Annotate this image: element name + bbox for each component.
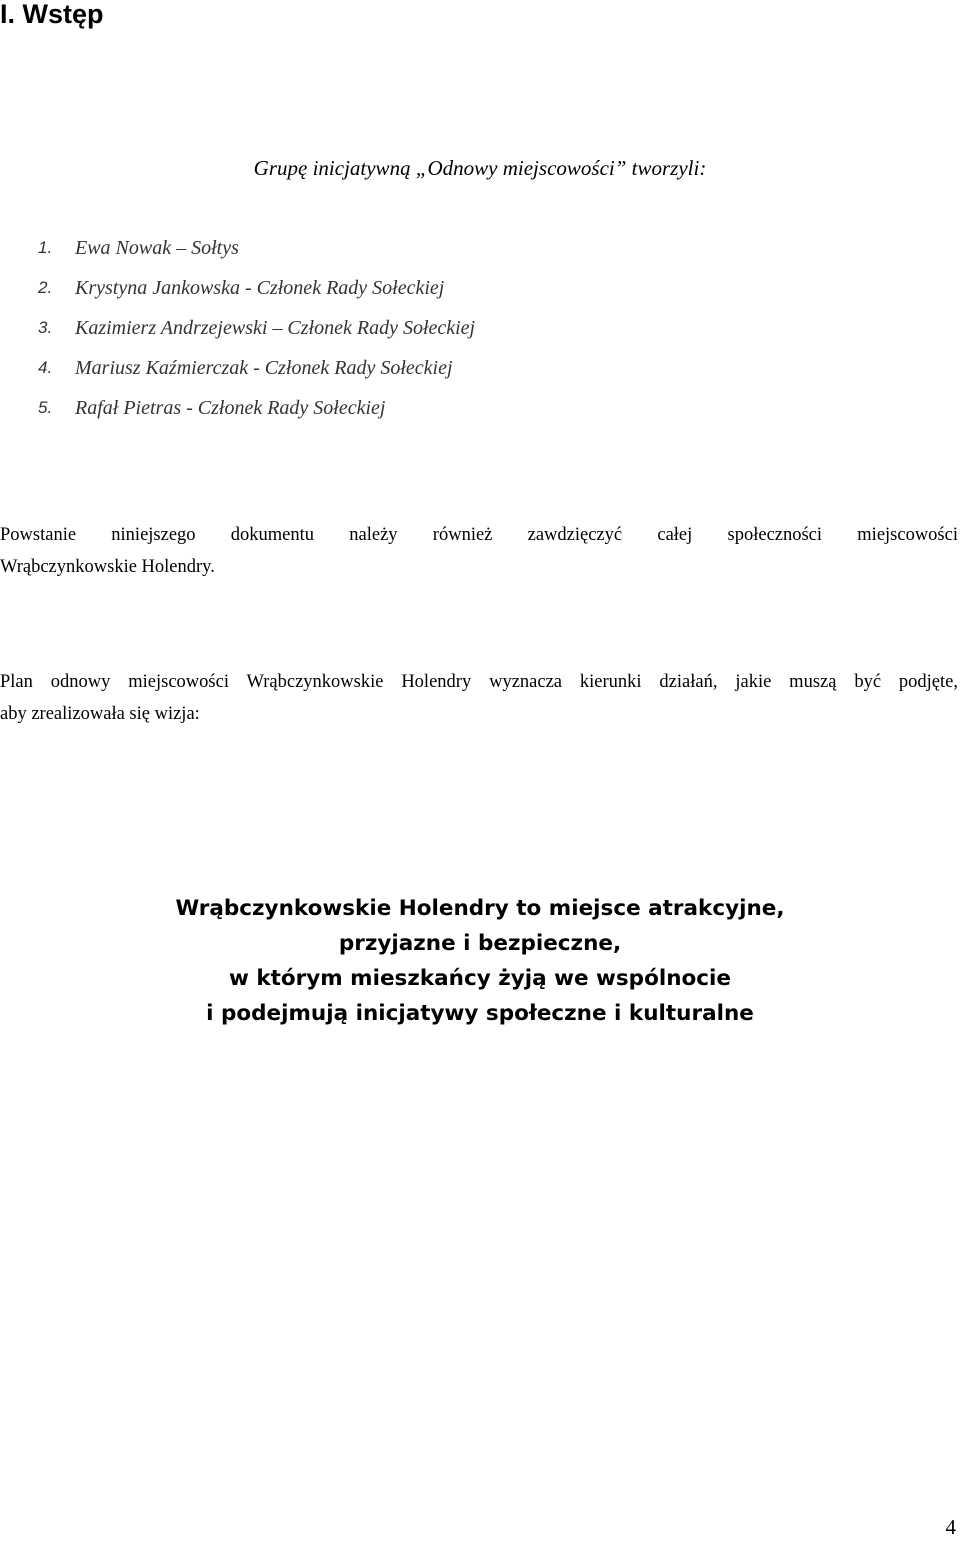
group-title: Grupę inicjatywną „Odnowy miejscowości” tworzyli: [253, 156, 707, 180]
list-item-text: Ewa Nowak – Sołtys [75, 237, 239, 259]
page-number: 4 [945, 1515, 956, 1539]
section-heading: I. Wstęp [0, 0, 104, 29]
members-list [38, 234, 475, 434]
vision-line: w którym mieszkańcy żyją we wspólnocie [228, 966, 731, 991]
vision-statement [0, 891, 960, 1031]
vision-line: Wrąbczynkowskie Holendry to miejsce atrakcyjne, [175, 896, 785, 921]
list-item-number: 3. [38, 318, 53, 337]
list-item-number: 5. [38, 398, 53, 417]
vision-line: i podejmują inicjatywy społeczne i kulturalne [206, 1001, 754, 1026]
list-item [38, 314, 475, 354]
list-item-text: Krystyna Jankowska - Członek Rady Sołeckiej [75, 277, 445, 299]
list-item [38, 234, 475, 274]
list-item [38, 354, 475, 394]
acknowledgement-paragraph [0, 519, 958, 583]
list-item-text: Kazimierz Andrzejewski – Członek Rady Sołeckiej [75, 317, 476, 339]
vision-line: przyjazne i bezpieczne, [338, 931, 622, 956]
list-item-number: 4. [38, 358, 53, 377]
paragraph-line: Wrąbczynkowskie Holendry. [0, 557, 215, 577]
list-item-text: Mariusz Kaźmierczak - Członek Rady Sołeckiej [75, 357, 453, 379]
paragraph-line: Powstanie niniejszego dokumentu należy również zawdzięczyć całej społeczności miejscowości [0, 525, 958, 545]
paragraph-line: Plan odnowy miejscowości Wrąbczynkowskie Holendry wyznacza kierunki działań, jakie muszą być podjęte, [0, 672, 958, 692]
list-item [38, 394, 475, 434]
plan-paragraph [0, 666, 958, 730]
list-item-number: 2. [38, 278, 53, 297]
list-item-number: 1. [38, 238, 53, 257]
list-item [38, 274, 475, 314]
paragraph-line: aby zrealizowała się wizja: [0, 704, 200, 724]
list-item-text: Rafał Pietras - Członek Rady Sołeckiej [75, 397, 386, 419]
